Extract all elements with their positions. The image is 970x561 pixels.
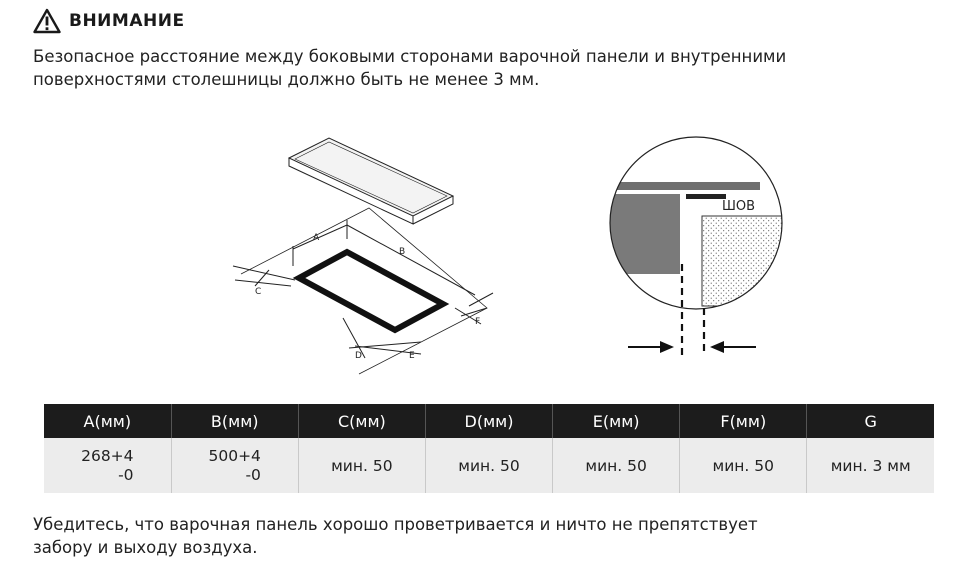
header-d: D(мм) [425, 404, 552, 438]
table-row [44, 438, 934, 493]
seam-label: ШОВ [722, 199, 756, 214]
ventilation-note-line: Убедитесь, что варочная панель хорошо проветривается и ничто не препятствует [33, 515, 758, 534]
header-f: F(мм) [680, 404, 807, 438]
cell-f: мин. 50 [680, 438, 807, 493]
label-a: A [313, 233, 320, 243]
warning-title: ВНИМАНИЕ [69, 11, 185, 31]
label-c: C [255, 287, 262, 297]
ventilation-note-line: забору и выходу воздуха. [33, 538, 258, 557]
header-g: G [807, 404, 934, 438]
warning-icon [33, 8, 61, 34]
warning-text-line: поверхностями столешницы должно быть не менее 3 мм. [33, 70, 540, 89]
cell-c: мин. 50 [298, 438, 425, 493]
cell-a-line: -0 [118, 465, 134, 484]
header-b: B(мм) [171, 404, 298, 438]
label-f: F [475, 317, 481, 327]
header-a: A(мм) [44, 404, 171, 438]
cell-a-line: 268+4 [81, 446, 134, 465]
header-e: E(мм) [553, 404, 680, 438]
header-c: C(мм) [298, 404, 425, 438]
warning-text-line: Безопасное расстояние между боковыми сторонами варочной панели и внутренними [33, 47, 787, 66]
seam-detail-diagram [600, 122, 810, 362]
table-header-row [44, 404, 934, 438]
label-e: E [409, 351, 415, 361]
cell-g: мин. 3 мм [807, 438, 934, 493]
warning-header [33, 5, 185, 37]
cell-b-line: 500+4 [208, 446, 261, 465]
cell-e: мин. 50 [553, 438, 680, 493]
label-d: D [355, 351, 362, 361]
ventilation-note [33, 513, 758, 559]
dimensions-table [44, 404, 934, 493]
cell-a [44, 438, 171, 493]
label-b: B [399, 247, 406, 257]
cell-b-line: -0 [245, 465, 261, 484]
hob-installation-diagram [225, 128, 515, 378]
cell-b [171, 438, 298, 493]
cell-d: мин. 50 [425, 438, 552, 493]
warning-text [33, 45, 786, 91]
